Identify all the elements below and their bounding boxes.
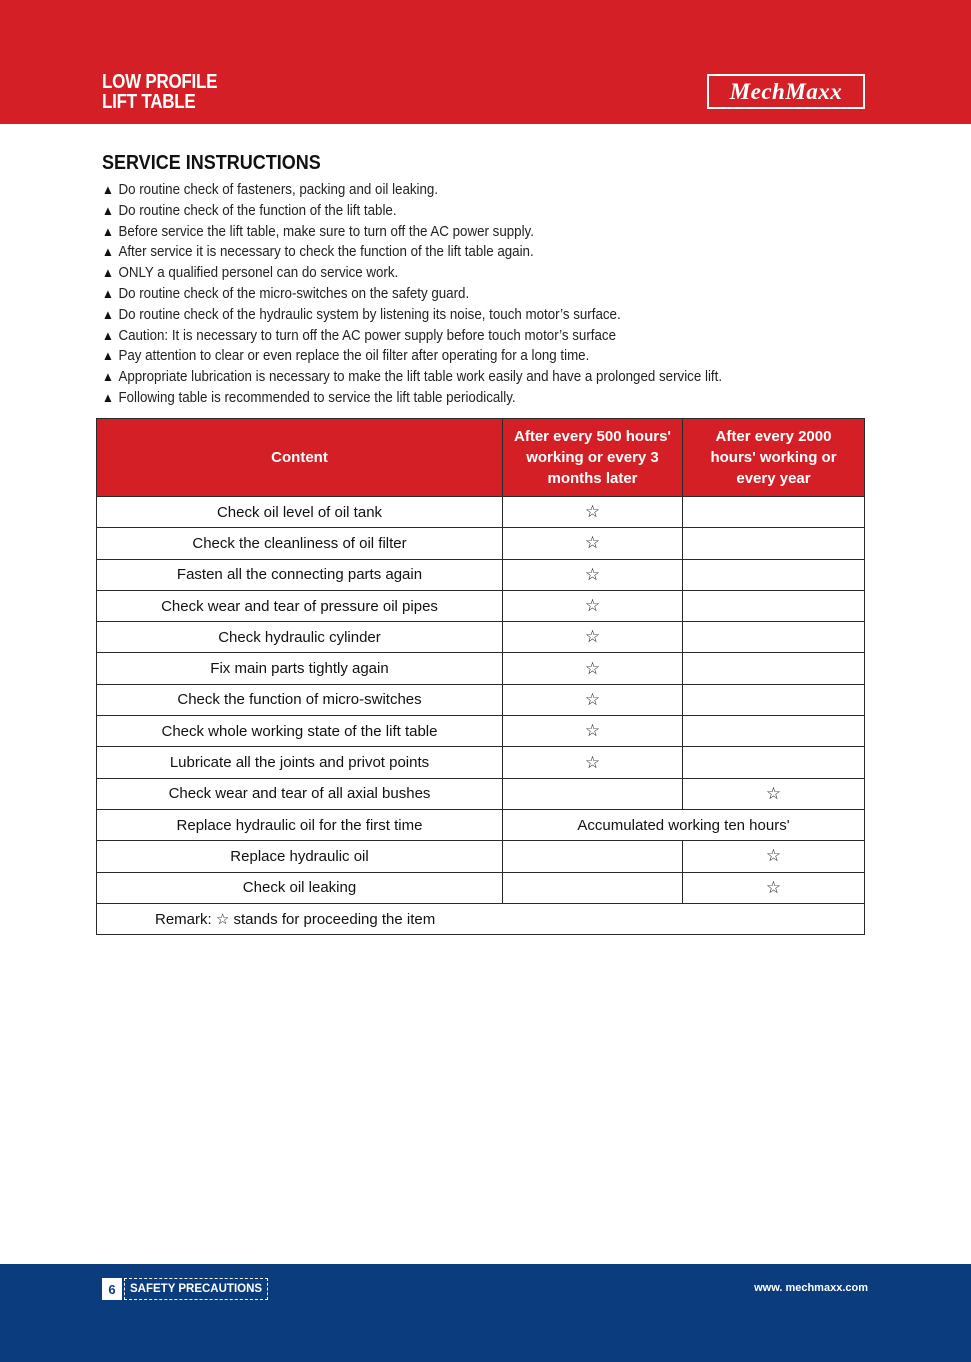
star-icon: ☆ <box>503 497 683 528</box>
remark-text: Remark: ☆ stands for proceeding the item <box>97 903 865 934</box>
triangle-icon: ▲ <box>102 327 114 343</box>
row-content: Fasten all the connecting parts again <box>97 559 503 590</box>
row-content: Fix main parts tightly again <box>97 653 503 684</box>
table-row <box>97 809 865 840</box>
product-title <box>102 72 217 112</box>
row-content: Check oil level of oil tank <box>97 497 503 528</box>
star-icon <box>683 684 865 715</box>
star-icon <box>683 622 865 653</box>
star-icon <box>503 872 683 903</box>
instruction-item <box>102 263 838 284</box>
row-content: Lubricate all the joints and privot points <box>97 747 503 778</box>
instruction-item <box>102 388 838 409</box>
instruction-list <box>102 180 902 409</box>
triangle-icon: ▲ <box>102 389 114 405</box>
star-icon <box>683 747 865 778</box>
triangle-icon: ▲ <box>102 348 114 364</box>
triangle-icon: ▲ <box>102 223 114 239</box>
header-2000-hours: After every 2000 hours' working or every year <box>683 419 865 497</box>
merged-schedule-cell: Accumulated working ten hours' <box>503 809 865 840</box>
product-title-line1: LOW PROFILE <box>102 71 218 93</box>
row-content: Check wear and tear of pressure oil pipes <box>97 590 503 621</box>
table-row <box>97 497 865 528</box>
row-content: Replace hydraulic oil for the first time <box>97 809 503 840</box>
star-icon: ☆ <box>503 747 683 778</box>
star-icon: ☆ <box>503 559 683 590</box>
instruction-text: Following table is recommended to service the lift table periodically. <box>118 389 516 406</box>
row-content: Check whole working state of the lift table <box>97 716 503 747</box>
row-content: Check oil leaking <box>97 872 503 903</box>
table-row <box>97 778 865 809</box>
instruction-text: After service it is necessary to check the function of the lift table again. <box>118 244 534 261</box>
star-icon <box>503 841 683 872</box>
page-number: 6 <box>102 1278 122 1300</box>
header-content: Content <box>97 419 503 497</box>
instruction-text: Do routine check of fasteners, packing and oil leaking. <box>118 182 439 198</box>
star-icon: ☆ <box>683 778 865 809</box>
star-icon: ☆ <box>683 872 865 903</box>
instruction-text: Caution: It is necessary to turn off the AC power supply before touch motor’s surface <box>118 327 616 344</box>
section-title: SERVICE INSTRUCTIONS <box>102 152 321 174</box>
star-icon: ☆ <box>503 590 683 621</box>
table-row <box>97 716 865 747</box>
instruction-item <box>102 346 838 367</box>
instruction-text: Do routine check of the function of the lift table. <box>118 202 397 219</box>
header-500-hours: After every 500 hours' working or every 3 months later <box>503 419 683 497</box>
instruction-item <box>102 284 838 305</box>
instruction-item <box>102 201 838 222</box>
service-schedule-table <box>96 418 865 935</box>
star-icon: ☆ <box>503 653 683 684</box>
star-icon <box>683 653 865 684</box>
table-row <box>97 528 865 559</box>
table-row <box>97 841 865 872</box>
product-title-line2: LIFT TABLE <box>102 91 196 113</box>
instruction-item <box>102 242 838 263</box>
triangle-icon: ▲ <box>102 369 114 385</box>
table-row <box>97 872 865 903</box>
row-content: Check hydraulic cylinder <box>97 622 503 653</box>
star-icon <box>683 716 865 747</box>
triangle-icon: ▲ <box>102 285 114 301</box>
triangle-icon: ▲ <box>102 182 114 197</box>
star-icon <box>683 497 865 528</box>
row-content: Check wear and tear of all axial bushes <box>97 778 503 809</box>
instruction-text: Pay attention to clear or even replace the oil filter after operating for a long time. <box>118 348 590 365</box>
star-icon <box>683 528 865 559</box>
instruction-text: ONLY a qualified personel can do service work. <box>118 265 399 282</box>
table-row <box>97 622 865 653</box>
header-banner <box>0 0 971 124</box>
table-row <box>97 747 865 778</box>
table-remark-row <box>97 903 865 934</box>
star-icon: ☆ <box>503 716 683 747</box>
star-icon <box>503 778 683 809</box>
instruction-item <box>102 305 838 326</box>
star-icon <box>683 590 865 621</box>
row-content: Check the cleanliness of oil filter <box>97 528 503 559</box>
star-icon: ☆ <box>503 684 683 715</box>
table-header-row <box>97 419 865 497</box>
row-content: Check the function of micro-switches <box>97 684 503 715</box>
instruction-text: Appropriate lubrication is necessary to make the lift table work easily and have a prolonged service lift. <box>118 369 723 386</box>
website-link[interactable]: www. mechmaxx.com <box>754 1282 868 1294</box>
mechmaxx-logo: MechMaxx <box>707 74 865 109</box>
star-icon: ☆ <box>503 622 683 653</box>
table-row <box>97 684 865 715</box>
instruction-item <box>102 326 838 347</box>
instruction-text: Do routine check of the micro-switches on the safety guard. <box>118 285 470 302</box>
triangle-icon: ▲ <box>102 265 114 281</box>
table-row <box>97 559 865 590</box>
instruction-item <box>102 180 838 201</box>
instruction-text: Before service the lift table, make sure to turn off the AC power supply. <box>118 223 534 240</box>
table-row <box>97 653 865 684</box>
triangle-icon: ▲ <box>102 306 114 322</box>
footer-section-label: SAFETY PRECAUTIONS <box>124 1278 268 1300</box>
star-icon <box>683 559 865 590</box>
star-icon: ☆ <box>503 528 683 559</box>
star-icon: ☆ <box>683 841 865 872</box>
table-row <box>97 590 865 621</box>
row-content: Replace hydraulic oil <box>97 841 503 872</box>
instruction-text: Do routine check of the hydraulic system by listening its noise, touch motor’s surface. <box>118 306 621 323</box>
instruction-item <box>102 367 838 388</box>
triangle-icon: ▲ <box>102 202 114 218</box>
page-indicator <box>102 1278 268 1300</box>
instruction-item <box>102 222 838 243</box>
triangle-icon: ▲ <box>102 244 114 260</box>
